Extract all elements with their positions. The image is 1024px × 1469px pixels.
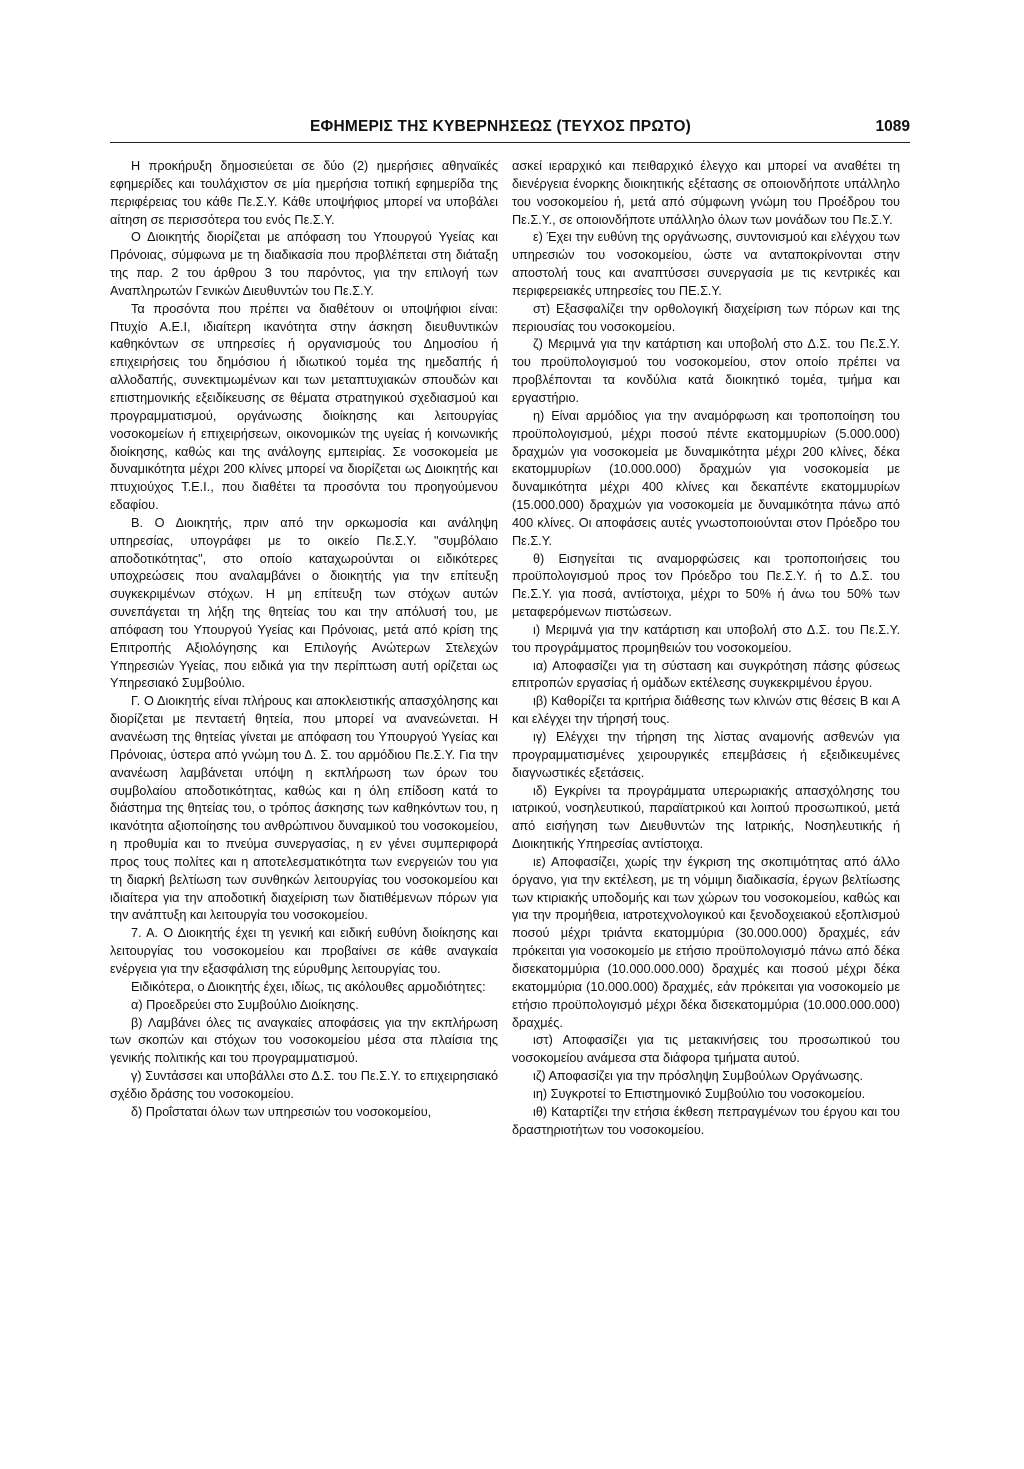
paragraph: 7. Α. Ο Διοικητής έχει τη γενική και ειδική ευθύνη διοίκησης και λειτουργίας του νοσοκομείου και προβαίνει σε κάθε αναγκαία ενέργεια για την εξασφάλιση της εύρυθμης λειτουργίας του. (110, 926, 498, 976)
paragraph: ι) Μεριμνά για την κατάρτιση και υποβολή στο Δ.Σ. του Πε.Σ.Υ. του προγράμματος προμηθειών του νοσοκομείου. (512, 622, 900, 655)
paragraph: ια) Αποφασίζει για τη σύσταση και συγκρότηση πάσης φύσεως επιτροπών εργασίας ή ομάδων εκτέλεσης συγκεκριμένου έργου. (512, 658, 900, 691)
paragraph: β) Λαμβάνει όλες τις αναγκαίες αποφάσεις για την εκπλήρωση των σκοπών και στόχων του νοσοκομείου μέσα στα πλαίσια της γενικής πολιτικής και του προγραμματισμού. (110, 1015, 498, 1066)
paragraph: Η προκήρυξη δημοσιεύεται σε δύο (2) ημερήσιες αθηναϊκές εφημερίδες και τουλάχιστον σε μία ημερήσια τοπική εφημερίδα της περιφέρειας του κάθε Πε.Σ.Υ. Κάθε υποψήφιος μπορεί να υποβάλει αίτηση σε περισσότερα του ενός Πε.Σ.Υ. (110, 159, 498, 227)
paragraph: ιθ) Καταρτίζει την ετήσια έκθεση πεπραγμένων του έργου και του δραστηριοτήτων του νοσοκομείου. (512, 1104, 900, 1137)
paragraph: ασκεί ιεραρχικό και πειθαρχικό έλεγχο και μπορεί να αναθέτει τη διενέργεια ένορκης διοικητικής εξέτασης σε οποιονδήποτε υπάλληλο του νοσοκομείου ή, μετά από σύμφωνη γνώμη του Προέδρου του Πε.Σ.Υ., σε οποιονδήποτε υπάλληλο όλων των μονάδων του Πε.Σ.Υ. (512, 159, 900, 227)
paragraph: η) Είναι αρμόδιος για την αναμόρφωση και τροποποίηση του προϋπολογισμού, μέχρι ποσού πέντε εκατομμυρίων (5.000.000) δραχμών για νοσοκομεία με δυναμικότητα μέχρι 200 κλίνες, δέκα εκατομμυρίων (10.000.000) δραχμών για νοσοκομεία με δυναμικότητα μέχρι 400 κλίνες και δεκαπέντε εκατομμυρίων (15.000.000) δραχμών για νοσοκομεία με δυναμικότητα πάνω από 400 κλίνες. Οι αποφάσεις αυτές γνωστοποιούνται στον Πρόεδρο του Πε.Σ.Υ. (512, 408, 900, 548)
paragraph: ιγ) Ελέγχει την τήρηση της λίστας αναμονής ασθενών για προγραμματισμένες χειρουργικές επεμβάσεις ή εξειδικευμένες διαγνωστικές εξετάσεις. (512, 730, 900, 780)
right-column (512, 158, 900, 1139)
page-header (110, 118, 910, 140)
paragraph: δ) Προΐσταται όλων των υπηρεσιών του νοσοκομείου, (131, 1104, 432, 1119)
paragraph: Β. Ο Διοικητής, πριν από την ορκωμοσία και ανάληψη υπηρεσίας, υπογράφει με το οικείο Πε.Σ.Υ. "συμβόλαιο αποδοτικότητας", στο οποίο καταχωρούνται οι ειδικότερες υποχρεώσεις που αναλαμβάνει ο διοικητής για την επίτευξη συγκεκριμένων στόχων. Η μη επίτευξη των στόχων αυτών συνεπάγεται τη λήξη της θητείας του και την απόλυσή του, με απόφαση του Υπουργού Υγείας και Πρόνοιας, μετά από κρίση της Επιτροπής Αξιολόγησης και Επιλογής Ανώτερων Στελεχών Υπηρεσιών Υγείας, που ειδικά για την περίπτωση αυτή ορίζεται ως Υπηρεσιακό Συμβούλιο. (110, 515, 498, 691)
paragraph: ιδ) Εγκρίνει τα προγράμματα υπερωριακής απασχόλησης του ιατρικού, νοσηλευτικού, παραϊατρικού και λοιπού προσωπικού, μετά από εισήγηση των Διευθυντών της Ιατρικής, Νοσηλευτικής ή Διοικητικής Υπηρεσίας αντίστοιχα. (512, 783, 900, 852)
paragraph: ιη) Συγκροτεί το Επιστημονικό Συμβούλιο του νοσοκομείου. (533, 1086, 866, 1101)
paragraph: ζ) Μεριμνά για την κατάρτιση και υποβολή στο Δ.Σ. του Πε.Σ.Υ. του προϋπολογισμού του νοσοκομείου, στον οποίο πρέπει να προβλέπονται τα κονδύλια κατά διοικητικό τομέα, τμήμα και εργαστήριο. (512, 337, 900, 405)
paragraph: Ο Διοικητής διορίζεται με απόφαση του Υπουργού Υγείας και Πρόνοιας, σύμφωνα με τη διαδικασία που προβλέπεται στη διάταξη της παρ. 2 του άρθρου 3 του παρόντος, για την επιλογή των Αναπληρωτών Γενικών Διευθυντών του Πε.Σ.Υ. (110, 230, 498, 298)
paragraph: ιε) Αποφασίζει, χωρίς την έγκριση της σκοπιμότητας από άλλο όργανο, για την εκτέλεση, με τη νόμιμη διαδικασία, έργων βελτίωσης των κτιριακής υποδομής και των χώρων του νοσοκομείου, καθώς και για την προμήθεια, ιατροτεχνολογικού και ξενοδοχειακού εξοπλισμού ποσού μέχρι τριάντα εκατομμύρια (30.000.000) δραχμές, εάν πρόκειται για νοσοκομείο με ετήσιο προϋπολογισμό πάνω από δέκα δισεκατομμύρια (10.000.000.000) δραχμές και ποσού μέχρι δέκα εκατομμύρια (10.000.000) δραχμές, εάν πρόκειται για νοσοκομείο με ετήσιο προϋπολογισμό μέχρι δέκα δισεκατομμύρια (10.000.000.000) δραχμές. (512, 854, 900, 1030)
paragraph: ιβ) Καθορίζει τα κριτήρια διάθεσης των κλινών στις θέσεις Β και Α και ελέγχει την τήρησή τους. (512, 694, 900, 727)
paragraph: Γ. Ο Διοικητής είναι πλήρους και αποκλειστικής απασχόλησης και διορίζεται με πενταετή θητεία, που μπορεί να ανανεώνεται. Η ανανέωση της θητείας γίνεται με απόφαση του Υπουργού Υγείας και Πρόνοιας, ύστερα από γνώμη του Δ. Σ. του αρμόδιου Πε.Σ.Υ. Για την ανανέωση λαμβάνεται υπόψη η εκπλήρωση των όρων του συμβολαίου αποδοτικότητας, καθώς και η όλη επίδοση κατά το διάστημα της θητείας του, ο τρόπος άσκησης των καθηκόντων του, η ικανότητα αξιοποίησης του ανθρώπινου δυναμικού του νοσοκομείου, η προθυμία και το πνεύμα συνεργασίας, η εν γένει συμπεριφορά προς τους πολίτες και η αποτελεσματικότητα των ενεργειών του για τη διαρκή βελτίωση των συνθηκών λειτουργίας του νοσοκομείου και ιδιαίτερα για την αποδοτική διαχείριση των διατιθέμενων πόρων για την ανάπτυξη και λειτουργία του νοσοκομείου. (110, 694, 498, 923)
paragraph: θ) Εισηγείται τις αναμορφώσεις και τροποποιήσεις του προϋπολογισμού προς τον Πρόεδρο του Πε.Σ.Υ. ή το Δ.Σ. του Πε.Σ.Υ. για ποσά, αντίστοιχα, μέχρι το 50% ή άνω του 50% των μεταφερόμενων πιστώσεων. (512, 551, 900, 620)
paragraph: ιζ) Αποφασίζει για την πρόσληψη Συμβούλων Οργάνωσης. (533, 1069, 864, 1084)
paragraph: στ) Εξασφαλίζει την ορθολογική διαχείριση των πόρων και της περιουσίας του νοσοκομείου. (512, 301, 900, 334)
page-number: 1089 (875, 118, 910, 135)
running-title: ΕΦΗΜΕΡΙΣ ΤΗΣ ΚΥΒΕΡΝΗΣΕΩΣ (ΤΕΥΧΟΣ ΠΡΩΤΟ) (310, 118, 691, 135)
header-rule (110, 142, 910, 143)
paragraph: α) Προεδρεύει στο Συμβούλιο Διοίκησης. (131, 997, 359, 1012)
paragraph: ιστ) Αποφασίζει για τις μετακινήσεις του προσωπικού του νοσοκομείου ανάμεσα στα διάφορα τμήματα αυτού. (512, 1033, 900, 1066)
paragraph: γ) Συντάσσει και υποβάλλει στο Δ.Σ. του Πε.Σ.Υ. το επιχειρησιακό σχέδιο δράσης του νοσοκομείου. (110, 1069, 498, 1101)
paragraph: Τα προσόντα που πρέπει να διαθέτουν οι υποψήφιοι είναι: Πτυχίο Α.Ε.Ι, ιδιαίτερη ικανότητα στην άσκηση διευθυντικών καθηκόντων σε υπηρεσίες ή οργανισμούς του Δημοσίου ή επιχειρήσεις του δημόσιου ή ιδιωτικού τομέα της ημεδαπής ή αλλοδαπής, συνεκτιμωμένων και των μεταπτυχιακών σπουδών και επιστημονικής εξειδίκευσης σε θέματα στρατηγικού σχεδιασμού και προγραμματισμού, οργάνωσης διοίκησης και λειτουργίας νοσοκομείων ή επιχειρήσεων, οικονομικών της υγείας ή κοινωνικής διοίκησης, καθώς και της ανάλογης εμπειρίας. Σε νοσοκομεία με δυναμικότητα μέχρι 200 κλίνες μπορεί να διορίζεται ως Διοικητής και πτυχιούχος Τ.Ε.Ι., που διαθέτει τα προσόντα του προηγούμενου εδαφίου. (110, 301, 498, 513)
paragraph: Ειδικότερα, ο Διοικητής έχει, ιδίως, τις ακόλουθες αρμοδιότητες: (131, 979, 486, 994)
paragraph: ε) Έχει την ευθύνη της οργάνωσης, συντονισμού και ελέγχου των υπηρεσιών του νοσοκομείου, ώστε να ανταποκρίνονται στην αποστολή τους και αναπτύσσει συνεργασία με τις κεντρικές και περιφερειακές υπηρεσίες του ΠΕ.Σ.Υ. (512, 230, 900, 298)
left-column (110, 158, 498, 1122)
